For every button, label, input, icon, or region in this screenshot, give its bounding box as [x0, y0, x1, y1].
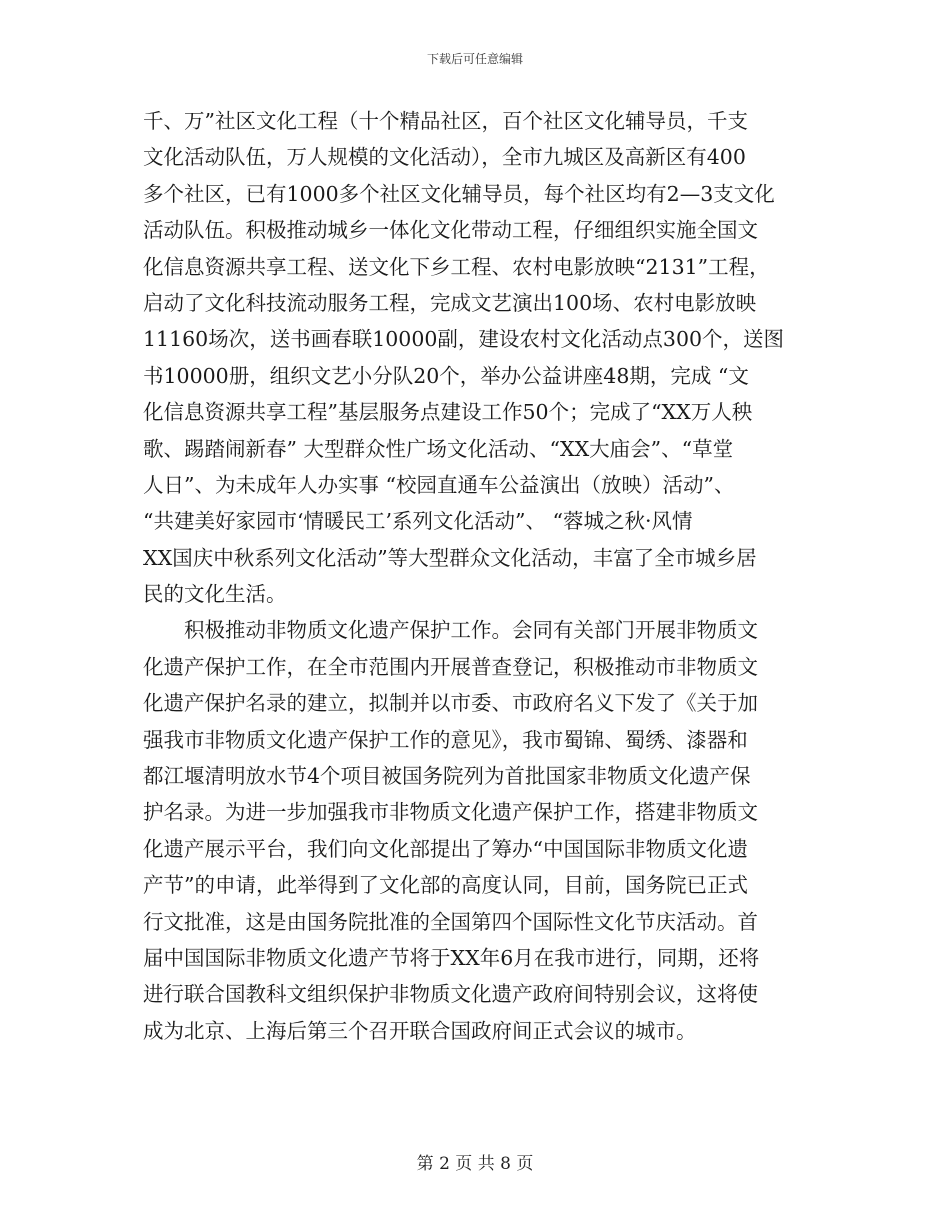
body-line: 多个社区，已有1000多个社区文化辅导员，每个社区均有2—3支文化: [143, 181, 775, 206]
body-line: “共建美好家园市‘情暖民工’系列文化活动”、 “蓉城之秋·风情: [143, 509, 693, 534]
body-line: 行文批准，这是由国务院批准的全国第四个国际性文化节庆活动。首: [143, 909, 758, 934]
body-line: 届中国国际非物质文化遗产节将于XX年6月在我市进行，同期，还将: [143, 945, 760, 970]
page-number: 第 2 页 共 8 页: [416, 1154, 534, 1174]
page-header: 下载后可任意编辑: [426, 52, 523, 66]
body-line: 进行联合国教科文组织保护非物质文化遗产政府间特别会议，这将使: [143, 982, 758, 1007]
body-line: 人日”、为未成年人办实事 “校园直通车公益演出（放映）活动”、: [143, 472, 735, 497]
body-line: 千、万”社区文化工程（十个精品社区，百个社区文化辅导员，千支: [143, 109, 748, 133]
body-line: 都江堰清明放水节4个项目被国务院列为首批国家非物质文化遗产保: [143, 764, 751, 789]
body-line: 强我市非物质文化遗产保护工作的意见》，我市蜀锦、蜀绣、漆器和: [143, 727, 748, 752]
body-line: 产节”的申请，此举得到了文化部的高度认同，目前，国务院已正式: [143, 873, 748, 898]
body-line: 化遗产保护工作，在全市范围内开展普查登记，积极推动市非物质文: [143, 654, 758, 679]
body-line: 民的文化生活。: [143, 582, 287, 607]
body-line: 化遗产展示平台，我们向文化部提出了筹办“中国国际非物质文化遗: [143, 836, 748, 861]
body-line: 成为北京、上海后第三个召开联合国政府间正式会议的城市。: [143, 1018, 697, 1043]
body-line: 文化活动队伍，万人规模的文化活动），全市九城区及高新区有400: [143, 145, 746, 170]
body-line: 11160场次，送书画春联10000副，建设农村文化活动点300个，送图: [143, 327, 785, 352]
body-line: 歌、踢踏闹新春” 大型群众性广场文化活动、“XX大庙会”、“草堂: [143, 436, 734, 461]
body-line: 化信息资源共享工程”基层服务点建设工作50个；完成了“XX万人秧: [143, 400, 753, 425]
document-body: [143, 103, 815, 1049]
body-line: 化遗产保护名录的建立，拟制并以市委、市政府名义下发了《关于加: [143, 691, 758, 716]
body-line: XX国庆中秋系列文化活动”等大型群众文化活动，丰富了全市城乡居: [143, 545, 757, 570]
body-line: 化信息资源共享工程、送文化下乡工程、农村电影放映“2131”工程，: [143, 254, 770, 279]
body-line: 活动队伍。积极推动城乡一体化文化带动工程，仔细组织实施全国文: [143, 218, 758, 243]
body-line: 积极推动非物质文化遗产保护工作。会同有关部门开展非物质文: [143, 618, 758, 643]
body-line: 书10000册，组织文艺小分队20个，举办公益讲座48期，完成 “文: [143, 363, 749, 388]
body-line: 启动了文化科技流动服务工程，完成文艺演出100场、农村电影放映: [143, 290, 757, 315]
body-line: 护名录。为进一步加强我市非物质文化遗产保护工作，搭建非物质文: [143, 800, 758, 825]
